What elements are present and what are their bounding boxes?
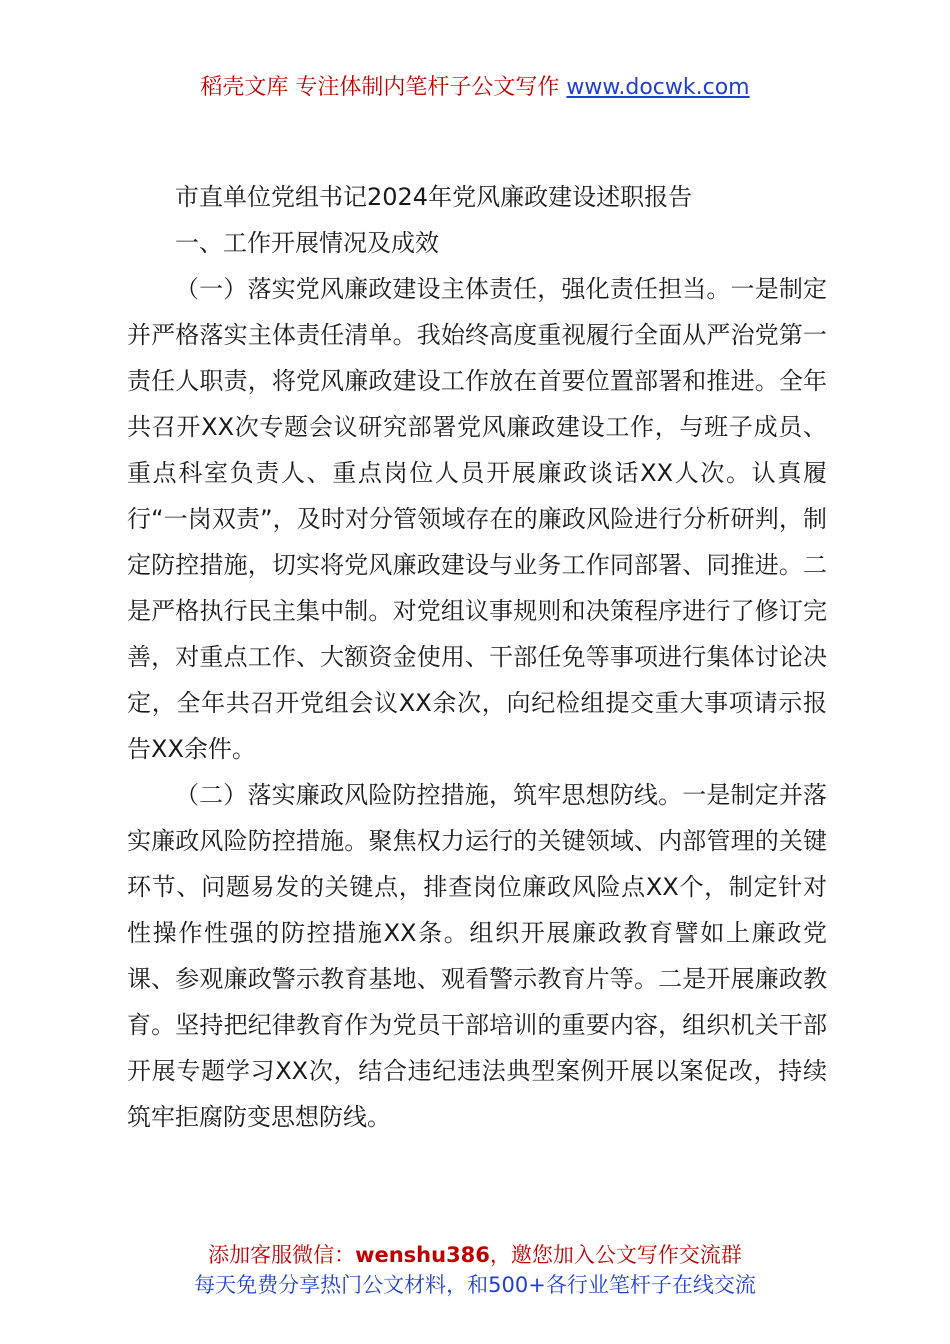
document-body (127, 174, 827, 1140)
section-heading: 一、工作开展情况及成效 (175, 229, 439, 257)
promo-suffix: ，邀您加入公文写作交流群 (489, 1243, 742, 1267)
promo-footer (0, 1240, 950, 1300)
wechat-id: wenshu386 (355, 1243, 490, 1267)
promo-prefix: 添加客服微信： (208, 1243, 356, 1267)
promo-line-2: 每天免费分享热门公文材料，和500+各行业笔杆子在线交流 (194, 1273, 756, 1297)
site-brand-text: 稻壳文库 专注体制内笔杆子公文写作 (200, 75, 560, 100)
site-header (0, 70, 950, 101)
promo-line-1 (0, 1240, 950, 1270)
paragraph-2: （二）落实廉政风险防控措施，筑牢思想防线。一是制定并落实廉政风险防控措施。聚焦权力运行的关键领域、内部管理的关键环节、问题易发的关键点，排查岗位廉政风险点XX个，制定针对性操作性强的防控措施XX条。组织开展廉政教育譬如上廉政党课、参观廉政警示教育基地、观看警示教育片等。二是开展廉政教育。坚持把纪律教育作为党员干部培训的重要内容，组织机关干部开展专题学习XX次，结合违纪违法典型案例开展以案促改，持续筑牢拒腐防变思想防线。 (127, 781, 827, 1131)
document-title: 市直单位党组书记2024年党风廉政建设述职报告 (175, 183, 693, 211)
site-url-link[interactable]: www.docwk.com (566, 75, 750, 100)
paragraph-1: （一）落实党风廉政建设主体责任，强化责任担当。一是制定并严格落实主体责任清单。我始终高度重视履行全面从严治党第一责任人职责，将党风廉政建设工作放在首要位置部署和推进。全年共召开XX次专题会议研究部署党风廉政建设工作，与班子成员、重点科室负责人、重点岗位人员开展廉政谈话XX人次。认真履行“一岗双责”，及时对分管领域存在的廉政风险进行分析研判，制定防控措施，切实将党风廉政建设与业务工作同部署、同推进。二是严格执行民主集中制。对党组议事规则和决策程序进行了修订完善，对重点工作、大额资金使用、干部任免等事项进行集体讨论决定，全年共召开党组会议XX余次，向纪检组提交重大事项请示报告XX余件。 (127, 275, 827, 763)
